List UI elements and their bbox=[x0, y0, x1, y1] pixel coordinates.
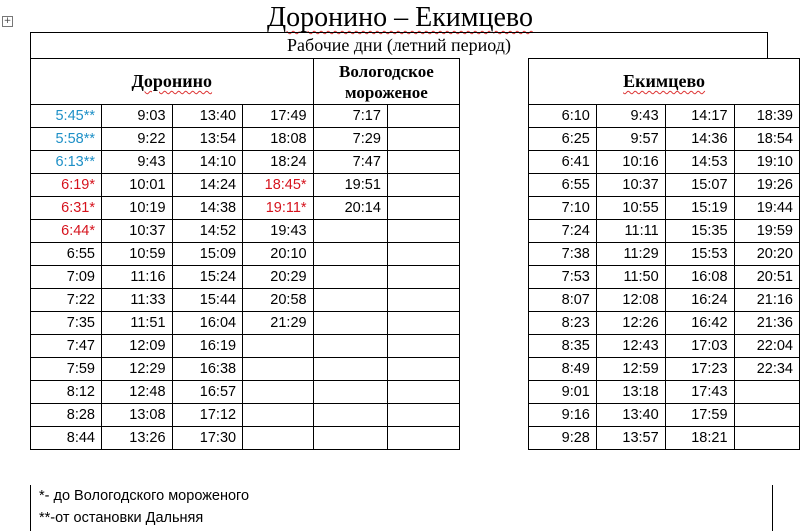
header-doronino: Доронино bbox=[31, 59, 314, 105]
doronino-time-cell: 15:24 bbox=[172, 266, 243, 289]
vologodskoe-time-cell bbox=[387, 128, 459, 151]
ekimtsevo-time-cell: 15:53 bbox=[665, 243, 734, 266]
vologodskoe-time-cell bbox=[313, 220, 387, 243]
vologodskoe-time-cell bbox=[387, 197, 459, 220]
ekimtsevo-time-cell: 7:38 bbox=[529, 243, 597, 266]
schedule-table bbox=[30, 58, 800, 450]
doronino-time-cell: 5:45** bbox=[31, 105, 102, 128]
column-gap bbox=[460, 243, 529, 266]
doronino-time-cell: 9:43 bbox=[102, 151, 173, 174]
doronino-time-cell: 11:51 bbox=[102, 312, 173, 335]
column-gap bbox=[460, 404, 529, 427]
doronino-time-cell: 10:19 bbox=[102, 197, 173, 220]
vologodskoe-time-cell bbox=[387, 174, 459, 197]
ekimtsevo-time-cell: 9:57 bbox=[596, 128, 665, 151]
ekimtsevo-time-cell: 15:35 bbox=[665, 220, 734, 243]
doronino-time-cell: 16:04 bbox=[172, 312, 243, 335]
vologodskoe-time-cell bbox=[313, 404, 387, 427]
footnotes bbox=[30, 485, 773, 531]
doronino-time-cell: 19:11* bbox=[243, 197, 313, 220]
table-row bbox=[31, 174, 800, 197]
doronino-time-cell: 14:24 bbox=[172, 174, 243, 197]
column-gap bbox=[460, 151, 529, 174]
doronino-time-cell: 7:35 bbox=[31, 312, 102, 335]
ekimtsevo-time-cell: 12:59 bbox=[596, 358, 665, 381]
ekimtsevo-time-cell: 22:04 bbox=[734, 335, 799, 358]
doronino-time-cell: 7:59 bbox=[31, 358, 102, 381]
ekimtsevo-time-cell: 14:17 bbox=[665, 105, 734, 128]
ekimtsevo-time-cell: 9:16 bbox=[529, 404, 597, 427]
doronino-time-cell: 14:38 bbox=[172, 197, 243, 220]
ekimtsevo-time-cell: 8:49 bbox=[529, 358, 597, 381]
doronino-time-cell: 9:22 bbox=[102, 128, 173, 151]
doronino-time-cell: 6:44* bbox=[31, 220, 102, 243]
vologodskoe-time-cell bbox=[387, 105, 459, 128]
table-row bbox=[31, 404, 800, 427]
vologodskoe-time-cell bbox=[313, 266, 387, 289]
table-row bbox=[31, 427, 800, 450]
vologodskoe-time-cell bbox=[313, 381, 387, 404]
ekimtsevo-time-cell: 13:57 bbox=[596, 427, 665, 450]
table-row bbox=[31, 151, 800, 174]
doronino-time-cell: 16:57 bbox=[172, 381, 243, 404]
doronino-time-cell: 17:12 bbox=[172, 404, 243, 427]
ekimtsevo-time-cell: 17:03 bbox=[665, 335, 734, 358]
ekimtsevo-time-cell bbox=[734, 381, 799, 404]
ekimtsevo-time-cell: 6:25 bbox=[529, 128, 597, 151]
column-gap bbox=[460, 266, 529, 289]
ekimtsevo-time-cell: 11:29 bbox=[596, 243, 665, 266]
doronino-time-cell: 7:09 bbox=[31, 266, 102, 289]
doronino-time-cell: 10:59 bbox=[102, 243, 173, 266]
table-row bbox=[31, 335, 800, 358]
ekimtsevo-time-cell: 7:53 bbox=[529, 266, 597, 289]
ekimtsevo-time-cell: 20:51 bbox=[734, 266, 799, 289]
ekimtsevo-time-cell: 13:18 bbox=[596, 381, 665, 404]
doronino-time-cell: 17:49 bbox=[243, 105, 313, 128]
doronino-time-cell: 18:45* bbox=[243, 174, 313, 197]
table-row bbox=[31, 358, 800, 381]
column-gap bbox=[460, 381, 529, 404]
ekimtsevo-time-cell: 10:16 bbox=[596, 151, 665, 174]
doronino-time-cell: 10:01 bbox=[102, 174, 173, 197]
column-gap bbox=[460, 197, 529, 220]
doronino-time-cell bbox=[243, 404, 313, 427]
ekimtsevo-time-cell: 12:08 bbox=[596, 289, 665, 312]
vologodskoe-time-cell bbox=[387, 220, 459, 243]
doronino-time-cell: 19:43 bbox=[243, 220, 313, 243]
vologodskoe-time-cell bbox=[313, 427, 387, 450]
doronino-time-cell: 14:52 bbox=[172, 220, 243, 243]
doronino-time-cell bbox=[243, 358, 313, 381]
ekimtsevo-time-cell: 16:24 bbox=[665, 289, 734, 312]
ekimtsevo-time-cell bbox=[734, 427, 799, 450]
doronino-time-cell: 7:47 bbox=[31, 335, 102, 358]
column-gap bbox=[460, 220, 529, 243]
doronino-time-cell: 21:29 bbox=[243, 312, 313, 335]
ekimtsevo-time-cell: 9:28 bbox=[529, 427, 597, 450]
vologodskoe-time-cell bbox=[387, 289, 459, 312]
doronino-time-cell: 17:30 bbox=[172, 427, 243, 450]
vologodskoe-time-cell bbox=[387, 358, 459, 381]
ekimtsevo-time-cell: 6:10 bbox=[529, 105, 597, 128]
doronino-time-cell: 13:40 bbox=[172, 105, 243, 128]
doronino-time-cell: 6:55 bbox=[31, 243, 102, 266]
table-move-handle-icon[interactable]: + bbox=[3, 16, 12, 26]
ekimtsevo-time-cell: 9:01 bbox=[529, 381, 597, 404]
ekimtsevo-time-cell: 8:35 bbox=[529, 335, 597, 358]
ekimtsevo-time-cell: 11:11 bbox=[596, 220, 665, 243]
doronino-time-cell: 18:24 bbox=[243, 151, 313, 174]
table-row bbox=[31, 381, 800, 404]
ekimtsevo-time-cell: 18:54 bbox=[734, 128, 799, 151]
ekimtsevo-time-cell: 17:43 bbox=[665, 381, 734, 404]
doronino-time-cell: 16:19 bbox=[172, 335, 243, 358]
doronino-time-cell: 20:29 bbox=[243, 266, 313, 289]
column-gap bbox=[460, 427, 529, 450]
ekimtsevo-time-cell: 8:07 bbox=[529, 289, 597, 312]
ekimtsevo-time-cell bbox=[734, 404, 799, 427]
doronino-time-cell: 6:31* bbox=[31, 197, 102, 220]
doronino-time-cell: 18:08 bbox=[243, 128, 313, 151]
column-gap bbox=[460, 312, 529, 335]
ekimtsevo-time-cell: 15:07 bbox=[665, 174, 734, 197]
doronino-time-cell: 9:03 bbox=[102, 105, 173, 128]
ekimtsevo-time-cell: 13:40 bbox=[596, 404, 665, 427]
ekimtsevo-time-cell: 10:37 bbox=[596, 174, 665, 197]
table-row bbox=[31, 105, 800, 128]
header-gap bbox=[460, 59, 529, 105]
doronino-time-cell: 8:12 bbox=[31, 381, 102, 404]
vologodskoe-time-cell bbox=[313, 358, 387, 381]
vologodskoe-time-cell bbox=[313, 312, 387, 335]
doronino-time-cell bbox=[243, 381, 313, 404]
vologodskoe-time-cell bbox=[313, 335, 387, 358]
doronino-time-cell: 11:16 bbox=[102, 266, 173, 289]
column-gap bbox=[460, 335, 529, 358]
ekimtsevo-time-cell: 7:10 bbox=[529, 197, 597, 220]
ekimtsevo-time-cell: 12:43 bbox=[596, 335, 665, 358]
doronino-time-cell: 6:19* bbox=[31, 174, 102, 197]
doronino-time-cell: 20:58 bbox=[243, 289, 313, 312]
ekimtsevo-time-cell: 10:55 bbox=[596, 197, 665, 220]
ekimtsevo-time-cell: 19:59 bbox=[734, 220, 799, 243]
table-row bbox=[31, 197, 800, 220]
ekimtsevo-time-cell: 21:36 bbox=[734, 312, 799, 335]
doronino-time-cell: 12:48 bbox=[102, 381, 173, 404]
ekimtsevo-time-cell: 18:21 bbox=[665, 427, 734, 450]
ekimtsevo-time-cell: 20:20 bbox=[734, 243, 799, 266]
ekimtsevo-time-cell: 21:16 bbox=[734, 289, 799, 312]
vologodskoe-time-cell bbox=[387, 427, 459, 450]
doronino-time-cell bbox=[243, 427, 313, 450]
ekimtsevo-time-cell: 19:44 bbox=[734, 197, 799, 220]
doronino-time-cell: 13:26 bbox=[102, 427, 173, 450]
doronino-time-cell: 13:54 bbox=[172, 128, 243, 151]
schedule-subtitle: Рабочие дни (летний период) bbox=[30, 32, 768, 58]
footnote-star: *- до Вологодского мороженого bbox=[39, 488, 250, 504]
doronino-time-cell: 8:28 bbox=[31, 404, 102, 427]
vologodskoe-time-cell bbox=[387, 266, 459, 289]
column-gap bbox=[460, 358, 529, 381]
vologodskoe-time-cell: 7:47 bbox=[313, 151, 387, 174]
column-gap bbox=[460, 174, 529, 197]
ekimtsevo-time-cell: 8:23 bbox=[529, 312, 597, 335]
doronino-time-cell: 6:13** bbox=[31, 151, 102, 174]
doronino-time-cell: 14:10 bbox=[172, 151, 243, 174]
table-row bbox=[31, 289, 800, 312]
table-row bbox=[31, 266, 800, 289]
ekimtsevo-time-cell: 17:23 bbox=[665, 358, 734, 381]
column-gap bbox=[460, 105, 529, 128]
doronino-time-cell: 20:10 bbox=[243, 243, 313, 266]
ekimtsevo-time-cell: 18:39 bbox=[734, 105, 799, 128]
doronino-time-cell: 12:29 bbox=[102, 358, 173, 381]
doronino-time-cell: 11:33 bbox=[102, 289, 173, 312]
vologodskoe-time-cell bbox=[313, 289, 387, 312]
ekimtsevo-time-cell: 7:24 bbox=[529, 220, 597, 243]
vologodskoe-time-cell: 7:29 bbox=[313, 128, 387, 151]
ekimtsevo-time-cell: 15:19 bbox=[665, 197, 734, 220]
vologodskoe-time-cell bbox=[387, 381, 459, 404]
ekimtsevo-time-cell: 16:42 bbox=[665, 312, 734, 335]
ekimtsevo-time-cell: 19:26 bbox=[734, 174, 799, 197]
vologodskoe-time-cell: 20:14 bbox=[313, 197, 387, 220]
ekimtsevo-time-cell: 9:43 bbox=[596, 105, 665, 128]
table-row bbox=[31, 243, 800, 266]
doronino-time-cell: 15:09 bbox=[172, 243, 243, 266]
doronino-time-cell: 13:08 bbox=[102, 404, 173, 427]
vologodskoe-time-cell bbox=[387, 404, 459, 427]
doronino-time-cell: 16:38 bbox=[172, 358, 243, 381]
vologodskoe-time-cell bbox=[387, 335, 459, 358]
header-ekimtsevo: Екимцево bbox=[529, 59, 800, 105]
ekimtsevo-time-cell: 12:26 bbox=[596, 312, 665, 335]
ekimtsevo-time-cell: 19:10 bbox=[734, 151, 799, 174]
vologodskoe-time-cell bbox=[387, 312, 459, 335]
column-gap bbox=[460, 289, 529, 312]
doronino-time-cell: 15:44 bbox=[172, 289, 243, 312]
doronino-time-cell: 7:22 bbox=[31, 289, 102, 312]
ekimtsevo-time-cell: 14:53 bbox=[665, 151, 734, 174]
ekimtsevo-time-cell: 14:36 bbox=[665, 128, 734, 151]
vologodskoe-time-cell bbox=[313, 243, 387, 266]
page-title: Доронино – Екимцево bbox=[267, 2, 533, 33]
ekimtsevo-time-cell: 11:50 bbox=[596, 266, 665, 289]
doronino-time-cell: 12:09 bbox=[102, 335, 173, 358]
doronino-time-cell: 10:37 bbox=[102, 220, 173, 243]
doronino-time-cell bbox=[243, 335, 313, 358]
vologodskoe-time-cell bbox=[387, 151, 459, 174]
column-gap bbox=[460, 128, 529, 151]
doronino-time-cell: 5:58** bbox=[31, 128, 102, 151]
vologodskoe-time-cell: 7:17 bbox=[313, 105, 387, 128]
vologodskoe-time-cell: 19:51 bbox=[313, 174, 387, 197]
ekimtsevo-time-cell: 16:08 bbox=[665, 266, 734, 289]
table-row bbox=[31, 220, 800, 243]
table-row bbox=[31, 312, 800, 335]
vologodskoe-time-cell bbox=[387, 243, 459, 266]
ekimtsevo-time-cell: 22:34 bbox=[734, 358, 799, 381]
footnote-double-star: **-от остановки Дальняя bbox=[39, 510, 204, 526]
ekimtsevo-time-cell: 6:55 bbox=[529, 174, 597, 197]
doronino-time-cell: 8:44 bbox=[31, 427, 102, 450]
table-row bbox=[31, 128, 800, 151]
ekimtsevo-time-cell: 17:59 bbox=[665, 404, 734, 427]
header-vologodskoe: Вологодское мороженое bbox=[313, 59, 460, 105]
ekimtsevo-time-cell: 6:41 bbox=[529, 151, 597, 174]
